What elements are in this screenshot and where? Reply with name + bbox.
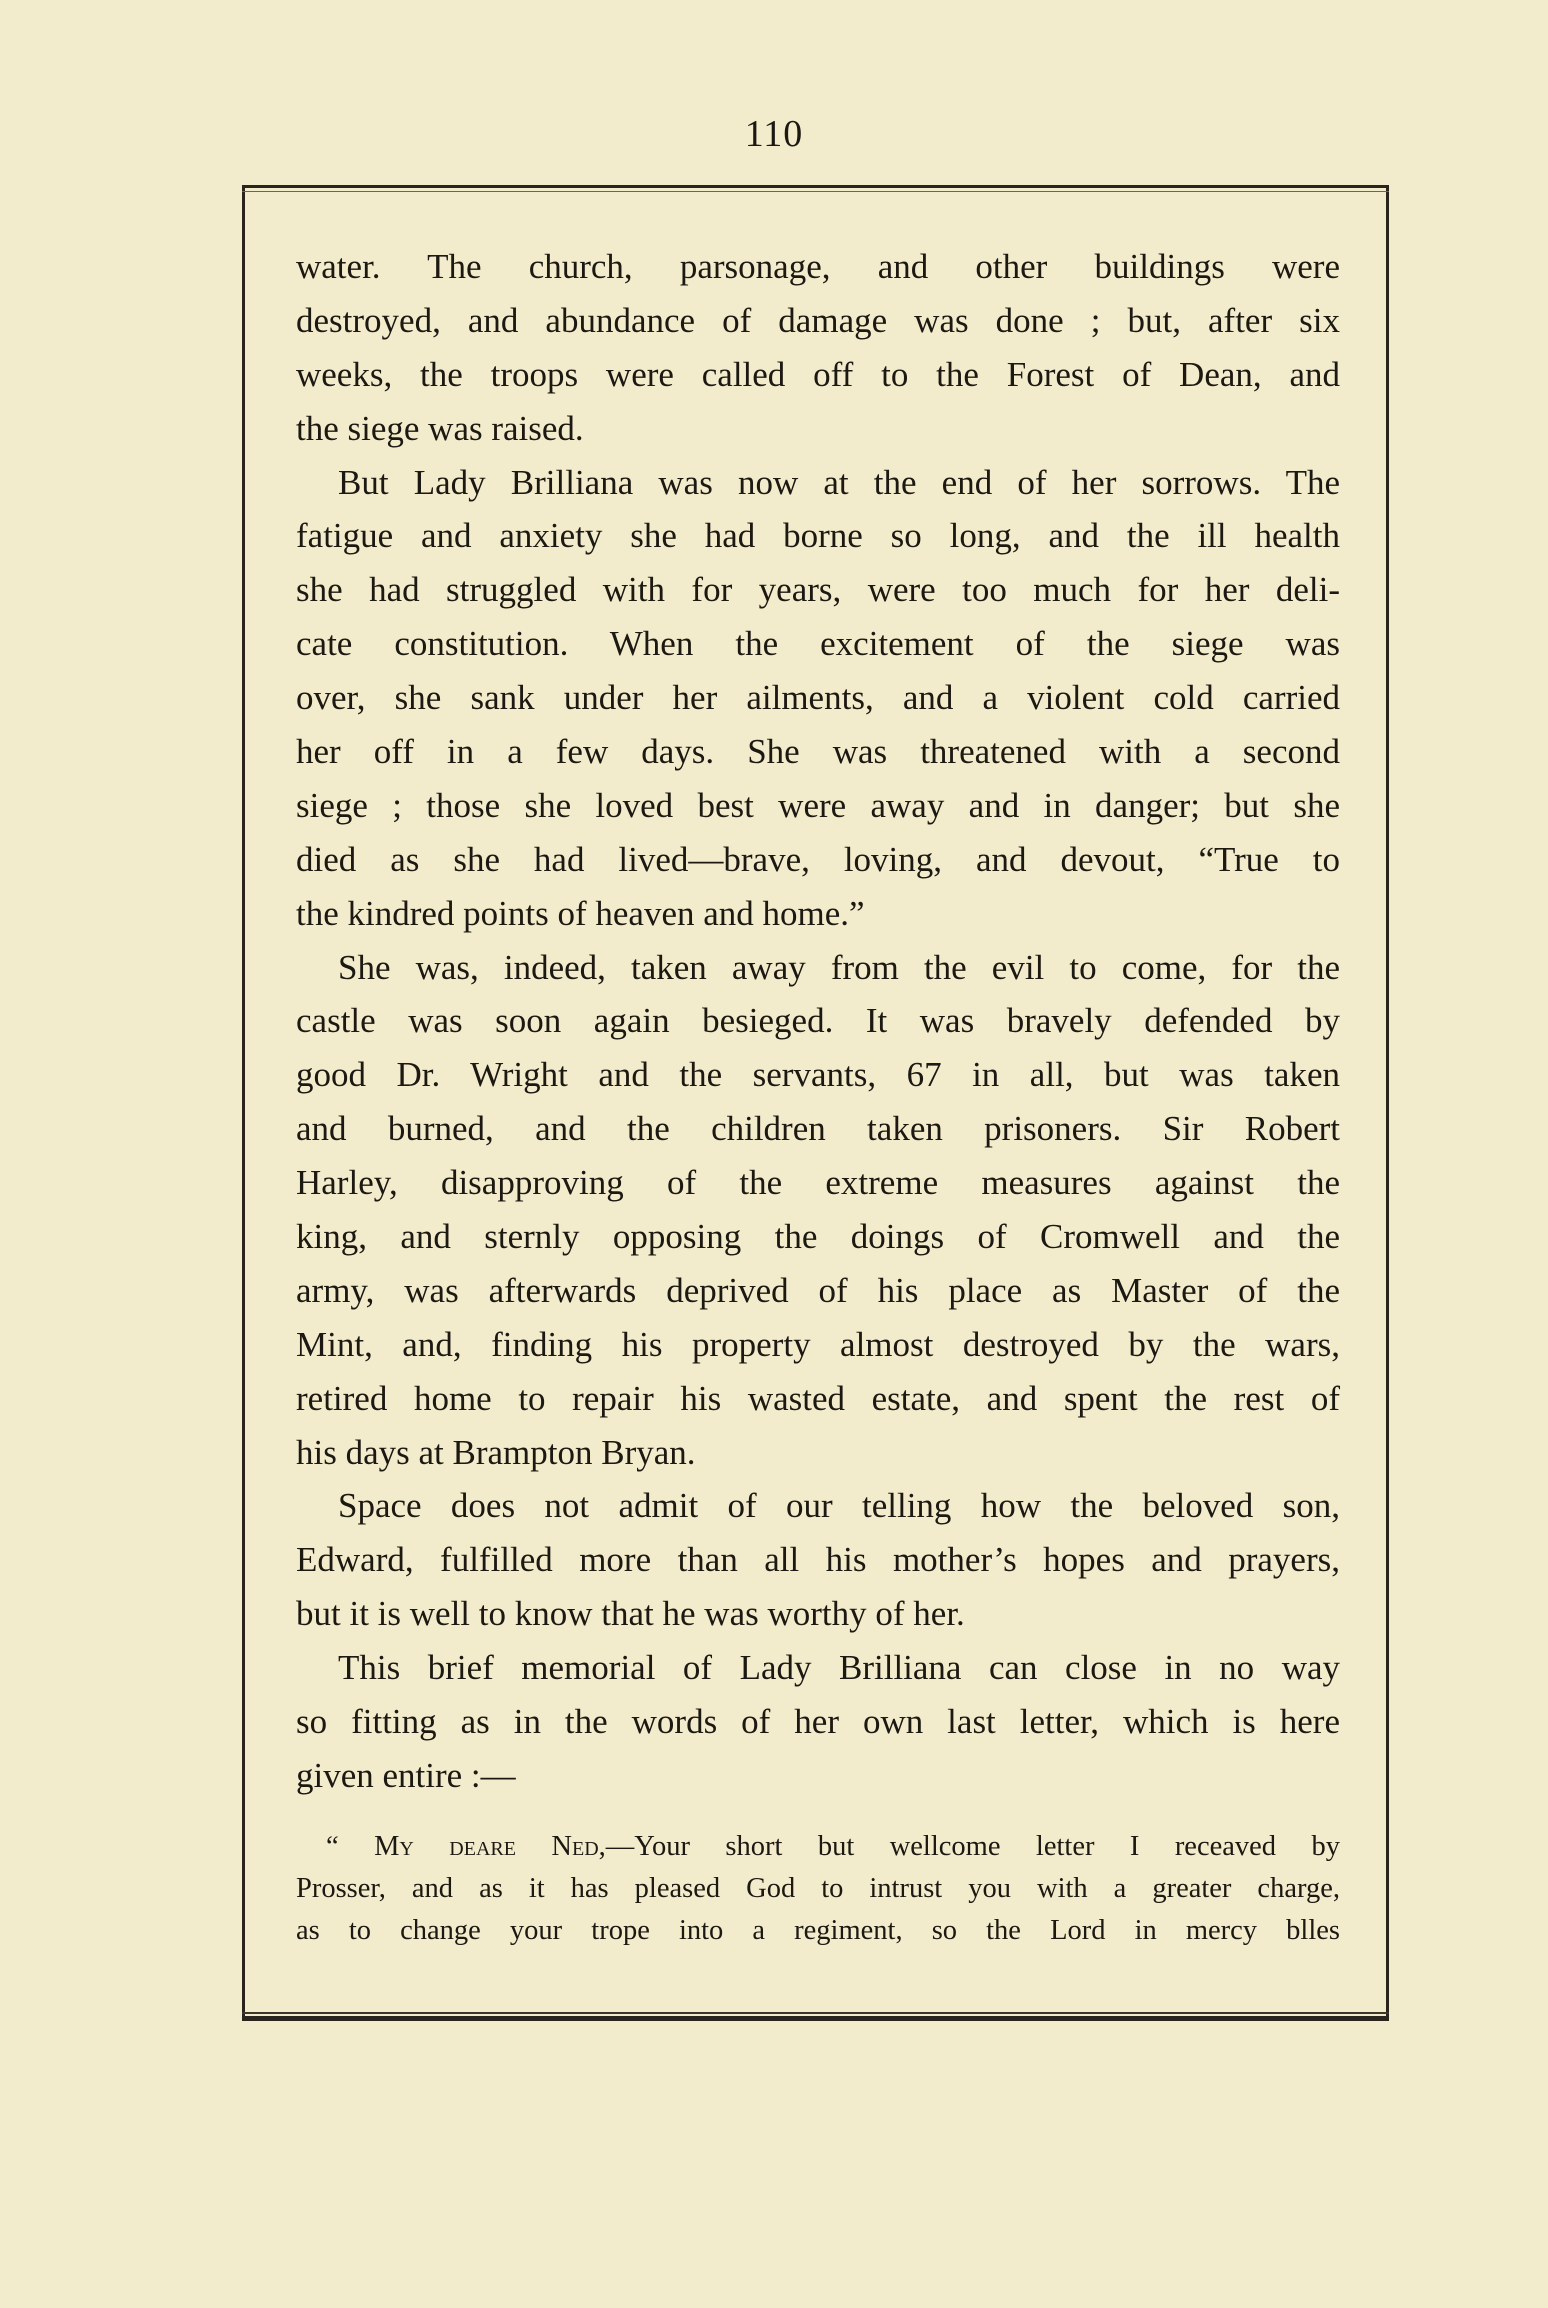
text-line: she had struggled with for years, were too much for her deli- xyxy=(296,570,1340,610)
text-line: This brief memorial of Lady Brilliana can close in no way xyxy=(338,1648,1340,1688)
letter-line: Prosser, and as it has pleased God to intrust you with a greater charge, xyxy=(296,1873,1340,1904)
text-line: so fitting as in the words of her own last letter, which is here xyxy=(296,1702,1340,1742)
letter-line xyxy=(296,1826,1340,1868)
text-line: good Dr. Wright and the servants, 67 in all, but was taken xyxy=(296,1055,1340,1095)
text-line: died as she had lived—brave, loving, and devout, “True to xyxy=(296,839,1340,879)
body-text xyxy=(296,240,1340,1803)
letter-line: as to change your trope into a regiment, so the Lord in mercy blles xyxy=(296,1915,1340,1946)
text-line: her off in a few days. She was threatened with a second xyxy=(296,732,1340,772)
text-line: cate constitution. When the excitement of the siege was xyxy=(296,624,1340,664)
text-line: castle was soon again besieged. It was bravely defended by xyxy=(296,1001,1340,1041)
frame-top-rule xyxy=(242,191,1389,192)
text-line: water. The church, parsonage, and other buildings were xyxy=(296,247,1340,286)
text-line: Mint, and, finding his property almost destroyed by the wars, xyxy=(296,1324,1340,1364)
text-line: his days at Brampton Bryan. xyxy=(296,1432,696,1472)
text-line: retired home to repair his wasted estate, and spent the rest of xyxy=(296,1378,1340,1418)
text-line: the kindred points of heaven and home.” xyxy=(296,893,865,933)
text-line: king, and sternly opposing the doings of Cromwell and the xyxy=(296,1217,1340,1257)
text-line: But Lady Brilliana was now at the end of her sorrows. The xyxy=(338,462,1340,502)
text-line: the siege was raised. xyxy=(296,408,584,448)
text-line: Edward, fulfilled more than all his mother’s hopes and prayers, xyxy=(296,1540,1340,1580)
text-line: given entire :— xyxy=(296,1755,516,1795)
letter-line-text: —Your short but wellcome letter I receaved by xyxy=(605,1831,1340,1862)
text-line: over, she sank under her ailments, and a violent cold carried xyxy=(296,678,1340,718)
frame-bottom-rule xyxy=(242,2012,1389,2014)
text-line: weeks, the troops were called off to the Forest of Dean, and xyxy=(296,354,1340,394)
letter-excerpt xyxy=(296,1826,1340,1952)
page-number: 110 xyxy=(744,113,804,155)
text-line: but it is well to know that he was worthy of her. xyxy=(296,1594,965,1634)
text-line: army, was afterwards deprived of his place as Master of the xyxy=(296,1270,1340,1310)
text-line: siege ; those she loved best were away and in danger; but she xyxy=(296,785,1340,825)
text-line: fatigue and anxiety she had borne so long, and the ill health xyxy=(296,516,1340,556)
text-line: destroyed, and abundance of damage was done ; but, after six xyxy=(296,300,1340,340)
text-line: Space does not admit of our telling how the beloved son, xyxy=(338,1486,1340,1526)
text-line: and burned, and the children taken prisoners. Sir Robert xyxy=(296,1109,1340,1149)
text-line: She was, indeed, taken away from the evil to come, for the xyxy=(338,947,1340,987)
letter-salutation: “ My deare Ned, xyxy=(326,1831,606,1862)
text-line: Harley, disapproving of the extreme measures against the xyxy=(296,1163,1340,1203)
